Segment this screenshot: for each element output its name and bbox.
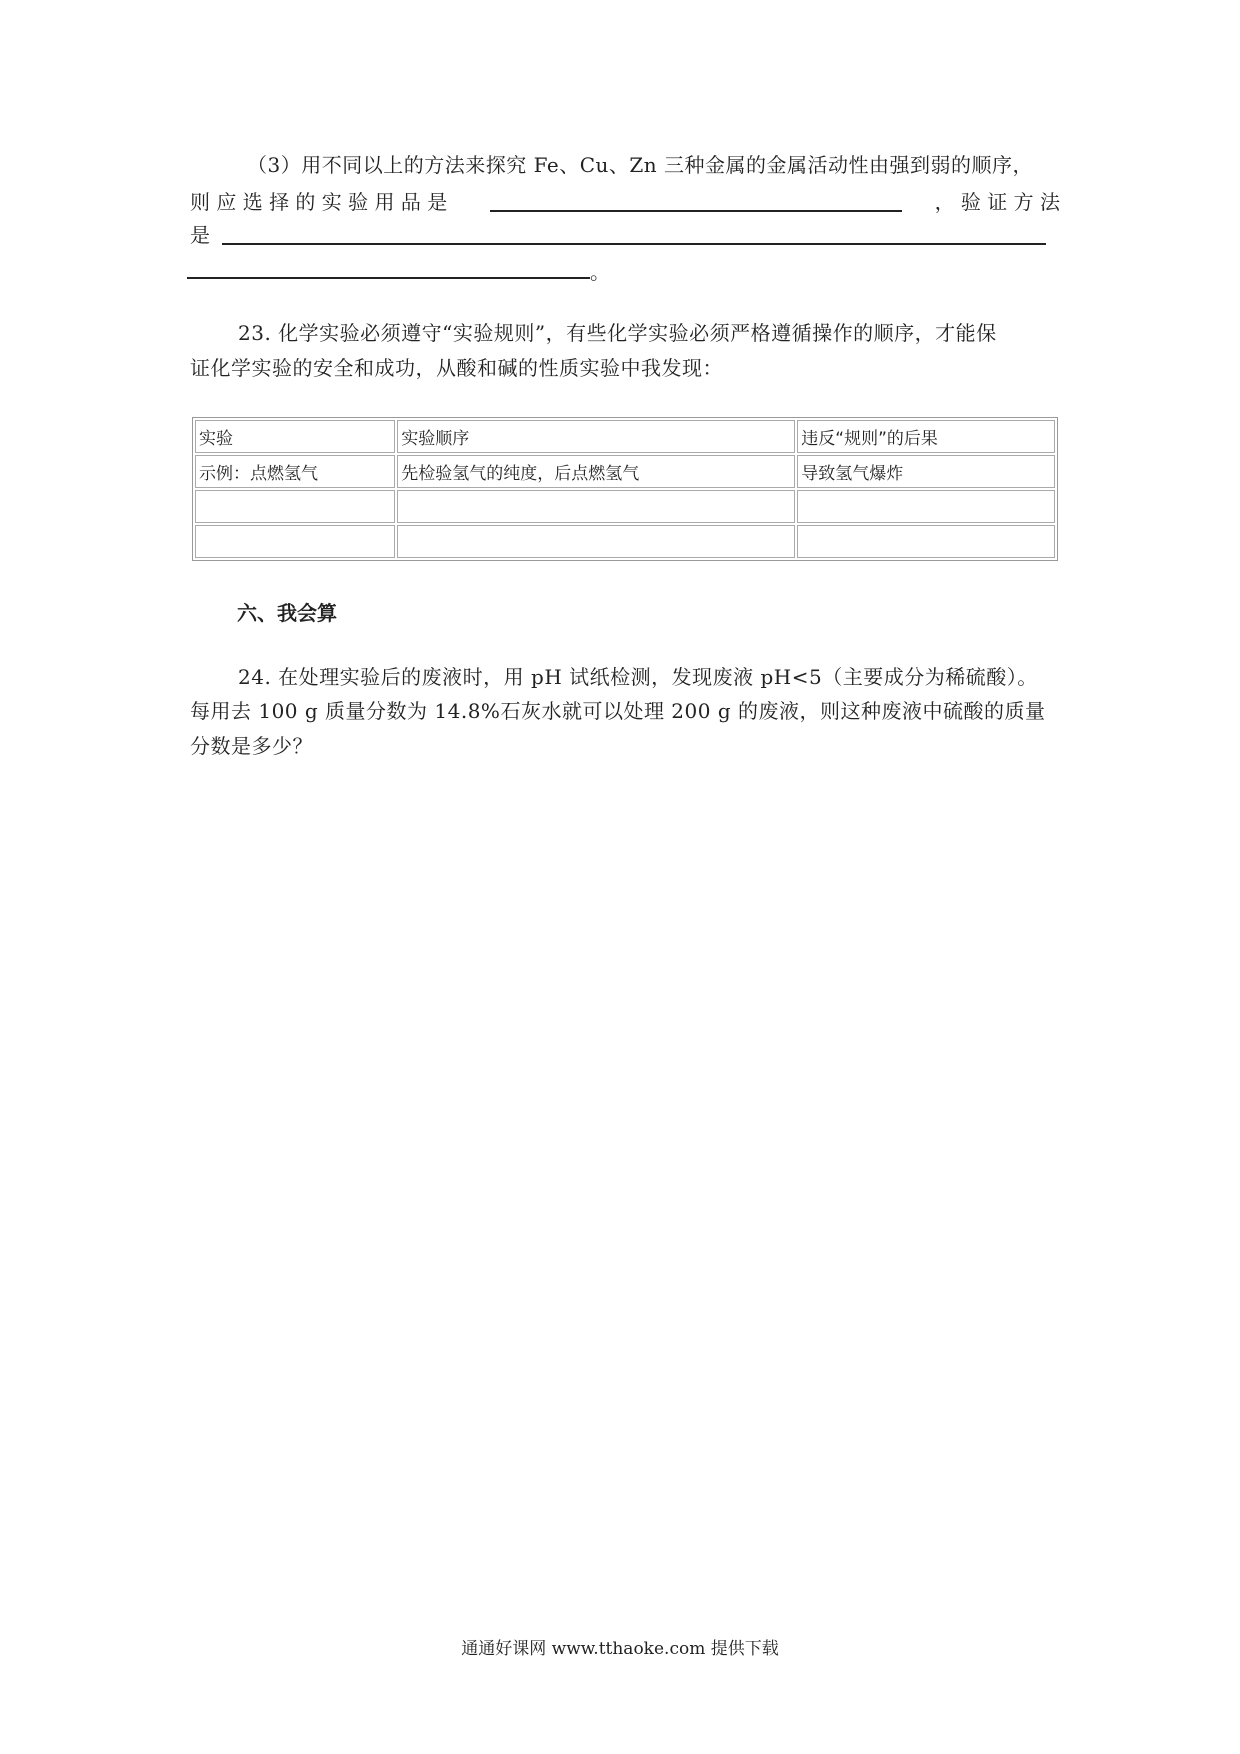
table-header-row — [195, 420, 1055, 453]
q22-part3-line4-suffix: 。 — [590, 260, 611, 284]
table-cell: 导致氢气爆炸 — [797, 455, 1055, 488]
q22-part3-line2-suffix: ， 验 证 方 法 — [934, 190, 1060, 214]
table-row — [195, 525, 1055, 558]
answer-cell[interactable] — [797, 525, 1055, 558]
table-header-cell: 违反“规则”的后果 — [797, 420, 1055, 453]
table-cell: 示例：点燃氢气 — [195, 455, 395, 488]
table-header-cell: 实验 — [195, 420, 395, 453]
answer-cell[interactable] — [195, 490, 395, 523]
section-heading: 六、我会算 — [237, 601, 337, 625]
answer-blank-materials[interactable] — [490, 210, 902, 212]
answer-cell[interactable] — [797, 490, 1055, 523]
table-header-cell: 实验顺序 — [397, 420, 795, 453]
answer-cell[interactable] — [397, 525, 795, 558]
table-row — [195, 490, 1055, 523]
q23-line1: 23. 化学实验必须遵守“实验规则”，有些化学实验必须严格遵循操作的顺序，才能保 — [238, 321, 997, 345]
answer-cell[interactable] — [397, 490, 795, 523]
q22-part3-line1: （3）用不同以上的方法来探究 Fe、Cu、Zn 三种金属的金属活动性由强到弱的顺序， — [247, 153, 1034, 177]
answer-blank-method-1[interactable] — [222, 243, 1046, 245]
q22-part3-line3-prefix: 是 — [190, 223, 211, 247]
q24-line1: 24. 在处理实验后的废液时，用 pH 试纸检测，发现废液 pH<5（主要成分为稀硫酸）。 — [238, 665, 1038, 689]
q22-part3-line2-prefix: 则 应 选 择 的 实 验 用 品 是 — [190, 190, 448, 214]
answer-blank-method-2[interactable] — [187, 277, 590, 279]
q24-line2: 每用去 100 g 质量分数为 14.8%石灰水就可以处理 200 g 的废液，则这种废液中硫酸的质量 — [190, 699, 1046, 723]
q22-part3-blank-materials-spacer — [483, 187, 898, 217]
table-row — [195, 455, 1055, 488]
q23-line2: 证化学实验的安全和成功，从酸和碱的性质实验中我发现： — [190, 356, 723, 380]
table-cell: 先检验氢气的纯度，后点燃氢气 — [397, 455, 795, 488]
rules-table — [192, 417, 1058, 561]
page-footer: 通通好课网 www.tthaoke.com 提供下载 — [461, 1639, 779, 1659]
q24-line3: 分数是多少？ — [190, 734, 313, 758]
q22-part3-line2 — [190, 187, 1060, 217]
answer-cell[interactable] — [195, 525, 395, 558]
